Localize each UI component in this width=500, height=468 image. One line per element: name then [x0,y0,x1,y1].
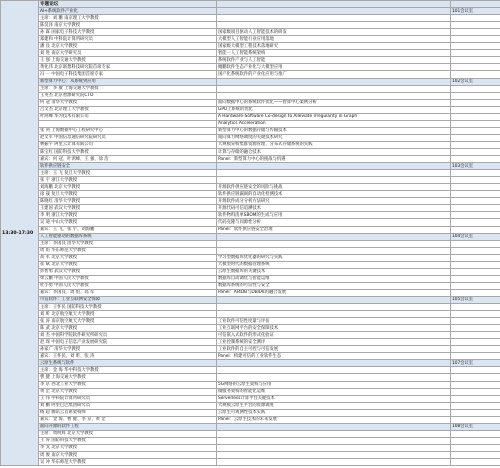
table-row [1,141,500,148]
talk-title-cell[interactable] [217,177,451,184]
speaker-cell[interactable]: 刘 进 南京大学研究员 [39,50,217,57]
room-blank-cell[interactable] [451,113,500,120]
talk-title-cell[interactable] [217,430,451,437]
talk-title-cell[interactable]: 智能一人工智能系统架构 [217,50,451,57]
speaker-cell[interactable]: 主席：李 敏 上海交通大学教授 [39,85,217,92]
speaker-cell[interactable]: 吕文杰 北京理工大学教授 [39,106,217,113]
speaker-cell[interactable]: 张 宇 浙江大学教授 [39,177,217,184]
talk-title-cell[interactable]: Panel：软件供应链安全治理 [217,226,451,233]
room-blank-cell[interactable] [451,120,500,127]
room-blank-cell[interactable] [451,99,500,106]
speaker-cell[interactable]: 嘉宾：何 冠、叶鸿峰、王 强、徐 浩 [39,156,217,163]
speaker-cell[interactable]: 刘 鹏 阿里巴巴集团研究员 [39,402,217,409]
talk-title-cell[interactable]: 云原生数据库的关键技术 [217,268,451,275]
speaker-cell[interactable]: 张 涛 南京航空航天大学教授 [39,318,217,325]
room-blank-cell[interactable] [451,325,500,332]
talk-title-cell[interactable]: 国家级大模型工程技术落地研究 [217,43,451,50]
section-title-row [1,296,500,303]
section-title-row [1,233,500,240]
speaker-cell[interactable]: 冯 一 中国电子科技集团首席专家 [39,71,217,78]
table-row [1,444,500,451]
room-blank-cell[interactable] [451,226,500,233]
header-room-cell[interactable] [451,1,500,8]
table-row [1,282,500,289]
speaker-cell[interactable]: 曹 健 上海交通大学教授 [39,374,217,381]
section-title-row [1,360,500,367]
room-blank-cell[interactable] [451,198,500,205]
speaker-cell[interactable]: 何 冠 清华大学教授 [39,99,217,106]
table-row [1,99,500,106]
section-blank-cell[interactable] [217,296,451,303]
talk-title-cell[interactable] [217,437,451,444]
speaker-cell[interactable]: 黄化伟 北京联想科技研究院首席专家 [39,64,217,71]
table-row [1,148,500,155]
room-blank-cell[interactable] [451,339,500,346]
talk-title-cell[interactable]: 鲲鹏软件生态产业化与大模型应用 [217,64,451,71]
table-row [1,452,500,459]
table-row [1,247,500,254]
room-blank-cell[interactable] [451,212,500,219]
talk-title-cell[interactable]: 国家级项目驱动人工智能技术的研发 [217,29,451,36]
room-blank-cell[interactable] [451,416,500,423]
room-blank-cell[interactable] [451,254,500,261]
room-blank-cell[interactable] [451,409,500,416]
table-row [1,275,500,282]
table-row [1,177,500,184]
speaker-cell[interactable]: 徐 晟 复旦大学教授 [39,191,217,198]
table-row [1,395,500,402]
table-row [1,22,500,29]
table-row [1,198,500,205]
speaker-cell[interactable]: 周 烜 华东师范大学教授 [39,247,217,254]
room-blank-cell[interactable] [451,134,500,141]
room-blank-cell[interactable] [451,332,500,339]
table-row [1,36,500,43]
speaker-cell[interactable]: 主席：周明辉 北京大学教授 [39,430,217,437]
talk-title-cell[interactable]: 计算与存储的融合技术 [217,148,451,155]
talk-title-cell[interactable]: 数据库自动调优与智能运维 [217,275,451,282]
speaker-cell[interactable]: 王 强 上海交通大学教授 [39,57,217,64]
section-room-cell[interactable]: 108会议室 [451,423,500,430]
room-blank-cell[interactable] [451,57,500,64]
talk-title-cell[interactable]: 代码克隆与同源性分析 [217,219,451,226]
table-row [1,219,500,226]
table-row [1,332,500,339]
speaker-cell[interactable]: 嘉宾：金 海、曹 健、李 京、黄 罡 [39,416,217,423]
speaker-cell[interactable]: 陈昊泽 南京大学教授 [39,22,217,29]
section-room-cell[interactable]: 103会议室 [451,163,500,170]
table-row [1,311,500,318]
speaker-cell[interactable]: 林振宇 阿里云计算有限公司 [39,141,217,148]
room-blank-cell[interactable] [451,22,500,29]
section-blank-cell[interactable] [217,233,451,240]
speaker-cell[interactable]: 主席：王怀民 国防科技大学教授 [39,304,217,311]
table-row [1,170,500,177]
table-row [1,402,500,409]
table-row [1,113,500,120]
speaker-cell[interactable]: 崔 斌 北京大学教授 [39,261,217,268]
room-blank-cell[interactable] [451,184,500,191]
talk-title-cell[interactable]: 工业互联网平台的安全保障技术 [217,325,451,332]
talk-title-cell[interactable]: 学习型数据库优化器的研究与实践 [217,254,451,261]
talk-title-cell[interactable]: Panel：AI4DB与DB4AI的融合发展 [217,289,451,296]
table-row [1,339,500,346]
table-row [1,50,500,57]
talk-title-cell[interactable] [217,304,451,311]
talk-title-cell[interactable] [217,240,451,247]
talk-title-cell[interactable] [217,85,451,92]
table-row [1,374,500,381]
table-row [1,459,500,466]
speaker-cell[interactable]: 刘海鹏 北京大学教授 [39,184,217,191]
section-blank-cell[interactable] [217,163,451,170]
table-row [1,346,500,353]
talk-title-cell[interactable]: Serverless计算平台关键技术 [217,395,451,402]
talk-title-cell[interactable] [217,374,451,381]
speaker-cell[interactable]: 孙家广 清华大学教授 [39,346,217,353]
talk-title-cell[interactable]: GPU上系统的优化 [217,106,451,113]
table-row [1,437,500,444]
talk-title-cell[interactable]: 微服务架构的智能化运维 [217,388,451,395]
room-blank-cell[interactable] [451,85,500,92]
table-row [1,226,500,233]
section-title-row [1,78,500,85]
talk-title-cell[interactable]: 大模型时代的数据管理系统 [217,261,451,268]
speaker-cell[interactable]: 王 伟 中科院计算所研究员 [39,395,217,402]
table-row [1,205,500,212]
table-row [1,254,500,261]
room-blank-cell[interactable] [451,240,500,247]
speaker-cell[interactable]: 刘 杰 中国科学院软件研究所研究员 [39,332,217,339]
talk-title-cell[interactable] [217,247,451,254]
section-title-cell[interactable]: AI+系统软件产业化 [39,8,217,15]
section-title-cell[interactable]: 可信软件：工业互联网安全保障 [39,296,217,303]
room-blank-cell[interactable] [451,219,500,226]
speaker-cell[interactable]: 柴云鹏 中国人民大学教授 [39,275,217,282]
talk-title-cell[interactable]: 软件物料清单SBOM的生成与应用 [217,212,451,219]
room-blank-cell[interactable] [451,50,500,57]
section-room-cell[interactable]: 101会议室 [451,8,500,15]
speaker-cell[interactable]: 李 京 西北工业大学教授 [39,381,217,388]
table-row [1,134,500,141]
talk-title-cell[interactable]: Panel：新型算力中心的挑战与机遇 [217,156,451,163]
section-room-cell[interactable]: 107会议室 [451,360,500,367]
speaker-cell[interactable]: 黄 罡 北京大学教授 [39,388,217,395]
room-blank-cell[interactable] [451,381,500,388]
table-row [1,409,500,416]
talk-title-cell[interactable]: 国产化系统软件的产业化应用与推广 [217,71,451,78]
speaker-cell[interactable]: 陈晓红 清华大学教授 [39,198,217,205]
talk-title-cell[interactable] [217,170,451,177]
table-row [1,15,500,22]
room-blank-cell[interactable] [451,141,500,148]
table-row [1,106,500,113]
talk-title-cell[interactable] [217,15,451,22]
speaker-cell[interactable]: 杜小勇 中国人民大学教授 [39,282,217,289]
talk-title-cell[interactable]: 大规模云原生平台的资源调度 [217,402,451,409]
section-title-row [1,423,500,430]
table-row [1,261,500,268]
table-row [1,416,500,423]
room-blank-cell[interactable] [451,275,500,282]
speaker-cell[interactable]: 周 俊 南京大学教授 [39,452,217,459]
table-row [1,325,500,332]
table-row [1,57,500,64]
room-blank-cell[interactable] [451,452,500,459]
room-blank-cell[interactable] [451,36,500,43]
talk-title-cell[interactable]: 工业控制系统的安全测评 [217,339,451,346]
speaker-cell[interactable]: 彭智勇 武汉大学教授 [39,268,217,275]
room-blank-cell[interactable] [451,261,500,268]
room-blank-cell[interactable] [451,29,500,36]
room-blank-cell[interactable] [451,353,500,360]
speaker-cell[interactable]: 嘉宾：王 飞、张 宇、刘海鹏 [39,226,217,233]
talk-title-cell[interactable]: 软件供应链漏洞的自动化检测技术 [217,191,451,198]
table-row [1,289,500,296]
section-title-row [1,163,500,170]
room-blank-cell[interactable] [451,205,500,212]
speaker-cell[interactable]: 刘 昕 北京航空航天大学教授 [39,311,217,318]
section-room-cell[interactable]: 102会议室 [451,78,500,85]
speaker-cell[interactable]: 赵文军 中国信息通信研究院研究员 [39,134,217,141]
speaker-cell[interactable]: 嘉宾：王怀民、刘 昕、张 涛 [39,353,217,360]
section-title-cell[interactable]: 面向开源的软件工程 [39,423,217,430]
talk-title-cell[interactable]: 工业软件的自主可控与可信发展 [217,346,451,353]
table-row [1,367,500,374]
speaker-cell[interactable]: 吴 迪 中山大学教授 [39,219,217,226]
time-range-cell[interactable]: 13:30-17:30 [1,1,39,466]
talk-title-cell[interactable]: 数据库系统的可信性与安全 [217,282,451,289]
talk-title-cell[interactable]: 面向算力网络调度的关键技术研究 [217,134,451,141]
speaker-cell[interactable] [39,120,217,127]
table-row [1,120,500,127]
room-blank-cell[interactable] [451,148,500,155]
talk-title-cell[interactable]: Panel：构建可信的工业软件生态 [217,353,451,360]
talk-title-cell[interactable]: A Hardware-Software Co-design to Alleviate Irregularity in Graph [217,113,451,120]
speaker-cell[interactable]: 叶鸿峰 华为技术有限公司 [39,113,217,120]
room-blank-cell[interactable] [451,304,500,311]
table-row [1,430,500,437]
section-room-cell[interactable]: 104会议室 [451,233,500,240]
speaker-cell[interactable]: 潘 良 北京大学教授 [39,43,217,50]
room-blank-cell[interactable] [451,170,500,177]
section-title-cell[interactable]: 人工智能驱动的数据库系统 [39,233,217,240]
talk-title-cell[interactable]: 可信嵌入式软件的形式化验证 [217,332,451,339]
speaker-cell[interactable]: 张 剑 上海数据中心工程研究中心 [39,127,217,134]
room-blank-cell[interactable] [451,282,500,289]
room-blank-cell[interactable] [451,395,500,402]
talk-title-cell[interactable] [217,459,451,466]
table-row [1,127,500,134]
speaker-cell[interactable]: 杨 超 腾讯云首席架构师 [39,409,217,416]
table-row [1,268,500,275]
talk-title-cell[interactable]: 云原生可观测性技术实践 [217,409,451,416]
table-row [1,71,500,78]
table-row [1,353,500,360]
talk-title-cell[interactable]: 开源代码可信追溯技术 [217,205,451,212]
speaker-cell[interactable]: 主席：刘 鹏 南京理工大学教授 [39,15,217,22]
room-blank-cell[interactable] [451,43,500,50]
section-blank-cell[interactable] [217,423,451,430]
table-row [1,64,500,71]
talk-title-cell[interactable]: 大规模异构集群资源管理、分布式存储系统的实践 [217,141,451,148]
room-blank-cell[interactable] [451,289,500,296]
room-blank-cell[interactable] [451,64,500,71]
room-blank-cell[interactable] [451,374,500,381]
room-blank-cell[interactable] [451,367,500,374]
room-blank-cell[interactable] [451,430,500,437]
table-row [1,212,500,219]
room-blank-cell[interactable] [451,177,500,184]
talk-title-cell[interactable] [217,367,451,374]
header-blank-cell[interactable] [217,1,451,8]
table-row [1,240,500,247]
table-row [1,156,500,163]
talk-title-cell[interactable] [217,444,451,451]
table-row [1,29,500,36]
room-blank-cell[interactable] [451,247,500,254]
talk-title-cell[interactable]: 开源软件供应链安全的风险与挑战 [217,184,451,191]
talk-title-cell[interactable] [217,452,451,459]
table-row [1,318,500,325]
talk-title-cell[interactable] [217,92,451,99]
room-blank-cell[interactable] [451,388,500,395]
table-row [1,85,500,92]
speaker-cell[interactable]: 王英杰 北京智源研究院CTO [39,92,217,99]
section-title-row [1,8,500,15]
room-blank-cell[interactable] [451,268,500,275]
header-label-cell[interactable]: 专题论坛 [39,1,217,8]
talk-title-cell[interactable]: 新型算力中心的数据存储与传输技术 [217,127,451,134]
talk-title-cell[interactable]: Analytics Acceleration [217,120,451,127]
talk-title-cell[interactable]: 工业软件可信性度量与评估 [217,318,451,325]
speaker-cell[interactable]: 王 涛 国防科技大学教授 [39,437,217,444]
room-blank-cell[interactable] [451,459,500,466]
speaker-cell[interactable]: 郑建和 中科院计算所研究员 [39,36,217,43]
section-blank-cell[interactable] [217,78,451,85]
room-blank-cell[interactable] [451,15,500,22]
room-blank-cell[interactable] [451,127,500,134]
talk-title-cell[interactable] [217,22,451,29]
section-title-cell[interactable]: 新型算力中心：从系统到应用 [39,78,217,85]
section-blank-cell[interactable] [217,360,451,367]
talk-title-cell[interactable]: 开源软件成分分析方法研究 [217,198,451,205]
table-row [1,43,500,50]
speaker-cell[interactable]: 主席：金 海 华中科技大学教授 [39,367,217,374]
talk-title-cell[interactable]: Panel：云原生技术的未来发展 [217,416,451,423]
section-room-cell[interactable]: 105会议室 [451,296,500,303]
room-blank-cell[interactable] [451,444,500,451]
room-blank-cell[interactable] [451,311,500,318]
speaker-cell[interactable]: 李 戈 北京大学教授 [39,444,217,451]
speaker-cell[interactable]: 主席：李国良 清华大学教授 [39,240,217,247]
section-blank-cell[interactable] [217,8,451,15]
room-blank-cell[interactable] [451,402,500,409]
schedule-grid-body [1,1,500,466]
speaker-cell[interactable]: 孙 霖 国家电子科技大学教授 [39,29,217,36]
room-blank-cell[interactable] [451,191,500,198]
talk-title-cell[interactable]: 大模型人工智能行业应用落地 [217,36,451,43]
speaker-cell[interactable]: 嘉宾：李国良、周 烜、高 军 [39,289,217,296]
section-title-cell[interactable]: 软件供应链安全 [39,163,217,170]
speaker-cell[interactable]: 主席：王 飞 复旦大学教授 [39,170,217,177]
speaker-cell[interactable]: 王建国 武汉大学教授 [39,205,217,212]
speaker-cell[interactable]: 高 军 北京大学教授 [39,254,217,261]
room-blank-cell[interactable] [451,318,500,325]
section-title-cell[interactable]: 云原生系统与软件 [39,360,217,367]
talk-title-cell[interactable]: 系统软件产业与人工智能 [217,57,451,64]
speaker-cell[interactable]: 吴 冲 华东师范大学教授 [39,459,217,466]
room-blank-cell[interactable] [451,346,500,353]
room-blank-cell[interactable] [451,106,500,113]
talk-title-cell[interactable] [217,311,451,318]
table-row [1,304,500,311]
room-blank-cell[interactable] [451,71,500,78]
talk-title-cell[interactable]: 面向数据中心的系统软件优化——智算中心案例分析 [217,99,451,106]
table-row [1,381,500,388]
table-row [1,184,500,191]
talk-title-cell[interactable]: 5G网络的云原生架构与应用 [217,381,451,388]
speaker-cell[interactable]: 李 明 浙江大学教授 [39,212,217,219]
room-blank-cell[interactable] [451,156,500,163]
table-row [1,92,500,99]
speaker-cell[interactable]: 赵 琛 中国电子信息产业发展研究院 [39,339,217,346]
header-row [1,1,500,8]
room-blank-cell[interactable] [451,437,500,444]
room-blank-cell[interactable] [451,92,500,99]
speaker-cell[interactable]: 陈 武 北京大学教授 [39,325,217,332]
speaker-cell[interactable]: 陈宝红 国防科技大学教授 [39,148,217,155]
table-row [1,388,500,395]
table-row [1,191,500,198]
